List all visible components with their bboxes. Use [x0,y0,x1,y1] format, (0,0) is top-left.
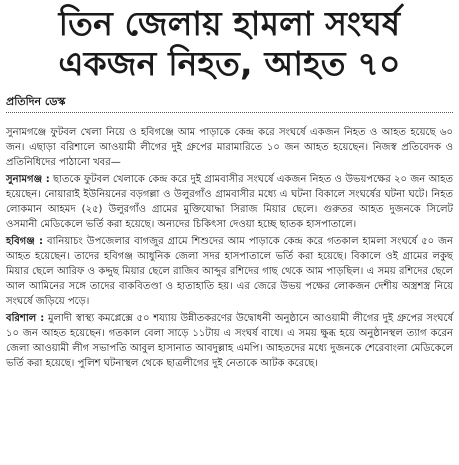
article-body [6,125,453,371]
paragraph-habiganj [6,234,453,309]
place-label-barishal: বরিশাল : [6,313,45,324]
paragraph-text-barishal: মুলাদী স্বাস্থ্য কমপ্লেক্সে ৫০ শয্যায় উন্নীতকরণের উদ্বোধনী অনুষ্ঠানে আওয়ামী লীগের দুই গ্রুপের সংঘর্ষে ১০ জন আহত হয়েছেন। গতকাল বেলা সাড়ে ১১টায় এ সংঘর্ষ বাধে। এ সময় ক্ষুব্ধ হয়ে অনুষ্ঠানস্থল ত্যাগ করেন জেলা আওয়ামী লীগ সভাপতি আবুল হাসানাত আবদুল্লাহ এমপি। আহতদের মধ্যে দুজনকে শেরেবাংলা মেডিকেলে ভর্তি করা হয়েছে। পুলিশ ঘটনাস্থল থেকে ছাত্রলীগের দুই নেতাকে আটক করেছে। [6,313,453,369]
paragraph-sunamganj [6,172,453,232]
paragraph-barishal [6,311,453,371]
paragraph-text-sunamganj: ছাতকে ফুটবল খেলাকে কেন্দ্র করে দুই গ্রামবাসীর সংঘর্ষে একজন নিহত ও উভয়পক্ষের ২০ জন আহত হয়েছেন। নোয়ারাই ইউনিয়নের বড়গল্লা ও উলুরগাঁও গ্রামবাসীর মধ্যে এ ঘটনা বিকালে সংঘর্ষের ঘটনা ঘটে। নিহত লোকমান আহমদ (২৫) উলুরগাঁও গ্রামের মুক্তিযোদ্ধা সিরাজ মিয়ার ছেলে। গুরুতর আহত দুজনকে সিলেট ওসমানী মেডিকেলে ভর্তি করা হয়েছে। অন্যদের চিকিৎসা দেওয়া হচ্ছে ছাতক হাসপাতালে। [6,174,453,230]
headline-line-1: তিন জেলায় হামলা সংঘর্ষ [58,4,401,43]
place-label-habiganj: হবিগঞ্জ : [6,236,44,247]
place-label-sunamganj: সুনামগঞ্জ : [6,174,50,185]
byline-rule [6,90,453,113]
headline-line-2: একজন নিহত, আহত ৭০ [58,44,401,83]
headline [6,4,453,84]
byline: প্রতিদিন ডেস্ক [6,95,66,108]
paragraph-intro: সুনামগঞ্জে ফুটবল খেলা নিয়ে ও হবিগঞ্জে আম পাড়াকে কেন্দ্র করে সংঘর্ষে একজন নিহত ও আহত হয়েছে ৬০ জন। এছাড়া বরিশালে আওয়ামী লীগের দুই গ্রুপের মারামারিতে ১০ জন আহত হয়েছেন। নিজস্ব প্রতিবেদক ও প্রতিনিধিদের পাঠানো খবর— [6,127,453,168]
paragraph-text-habiganj: বানিয়াচং উপজেলার বাগজুর গ্রামে শিশুদের আম পাড়াকে কেন্দ্র করে গতকাল হামলা সংঘর্ষে ৫০ জন আহত হয়েছেন। তাদের হবিগঞ্জ আধুনিক জেলা সদর হাসপাতালে ভর্তি করা হয়েছে। বিকালে ওই গ্রামের লকুছ মিয়ার ছেলে আরিফ ও কদ্দুছ মিয়ার ছেলে রাজিব আব্দুর রশিদের গাছ থেকে আম পাড়ছিল। এ সময় রশিদের ছেলে আল আমিনের সঙ্গে তাদের বাকবিতণ্ডা ও হাতাহাতি হয়। এর জেরে উভয় পক্ষের লোকজন দেশীয় অস্ত্রশস্ত্র নিয়ে সংঘর্ষে জড়িয়ে পড়ে। [6,236,454,307]
